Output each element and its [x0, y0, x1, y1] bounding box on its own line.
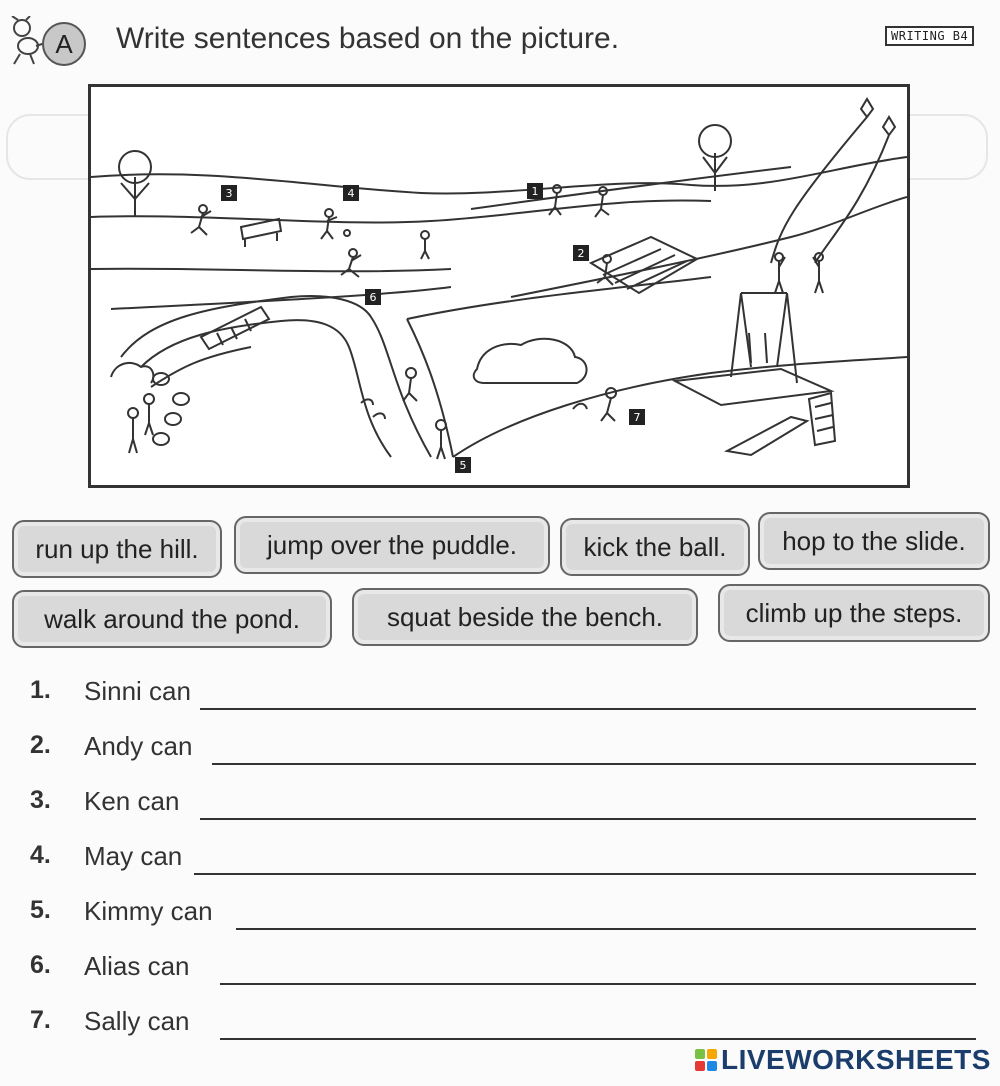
page-title: Write sentences based on the picture. [116, 22, 620, 55]
answer-row [22, 892, 988, 932]
answer-number: 2. [30, 731, 51, 759]
answer-number: 5. [30, 896, 51, 924]
answer-prompt: Sally can [84, 1006, 190, 1036]
liveworksheets-logo [695, 1044, 991, 1076]
word-chip[interactable]: squat beside the bench. [352, 588, 698, 646]
marker-label: 5 [459, 459, 467, 472]
answer-number: 4. [30, 841, 51, 869]
marker-label: 2 [577, 247, 585, 260]
answer-number: 7. [30, 1006, 51, 1034]
level-tag: WRITING B4 [885, 26, 974, 46]
marker-label: 1 [531, 185, 539, 198]
answer-blank[interactable] [220, 1010, 976, 1040]
answer-blank[interactable] [220, 955, 976, 985]
answer-prompt: Alias can [84, 951, 190, 981]
answer-prompt: Andy can [84, 731, 193, 761]
answer-row [22, 727, 988, 767]
park-illustration [88, 84, 910, 488]
word-chip[interactable]: jump over the puddle. [234, 516, 550, 574]
section-badge: A [42, 22, 86, 66]
answer-blank[interactable] [194, 845, 976, 875]
word-chip[interactable]: hop to the slide. [758, 512, 990, 570]
answer-number: 6. [30, 951, 51, 979]
answer-blank[interactable] [236, 900, 976, 930]
answer-blank[interactable] [200, 680, 976, 710]
marker-label: 6 [369, 291, 377, 304]
park-scene-drawing [91, 87, 907, 485]
word-chip[interactable]: kick the ball. [560, 518, 750, 576]
answer-prompt: Sinni can [84, 676, 191, 706]
answer-prompt: Kimmy can [84, 896, 213, 926]
word-chip[interactable]: climb up the steps. [718, 584, 990, 642]
answer-row [22, 947, 988, 987]
answer-prompt: Ken can [84, 786, 180, 816]
answer-number: 3. [30, 786, 51, 814]
answer-row [22, 1002, 988, 1042]
liveworksheets-logo-icon [695, 1049, 717, 1071]
answer-row [22, 672, 988, 712]
word-chip[interactable]: walk around the pond. [12, 590, 332, 648]
brand-name: LIVEWORKSHEETS [721, 1044, 991, 1075]
marker-label: 3 [225, 187, 233, 200]
answer-blank[interactable] [212, 735, 976, 765]
marker-label: 7 [633, 411, 641, 424]
marker-label: 4 [347, 187, 355, 200]
answer-row [22, 782, 988, 822]
word-chip[interactable]: run up the hill. [12, 520, 222, 578]
answer-row [22, 837, 988, 877]
answer-number: 1. [30, 676, 51, 704]
answer-blank[interactable] [200, 790, 976, 820]
answer-prompt: May can [84, 841, 183, 871]
